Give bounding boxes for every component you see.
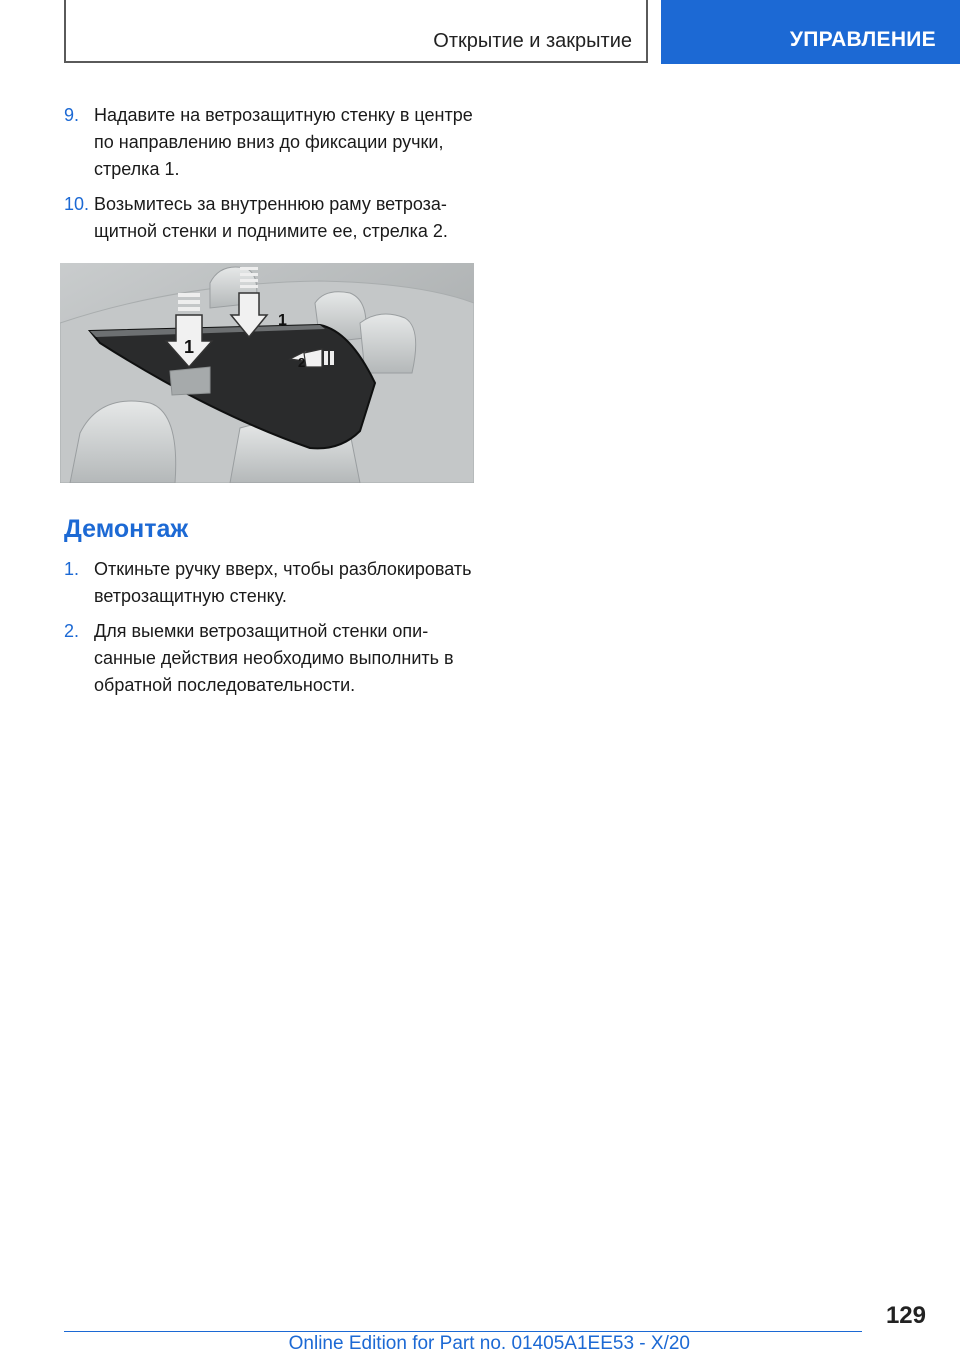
step-text: Надавите на ветрозащитную стенку в центре по направлению вниз до фиксации ручки, стрелка 1. — [94, 105, 473, 179]
step-number: 9. — [64, 105, 80, 125]
list-item — [64, 618, 476, 699]
list-item — [64, 102, 476, 183]
step-text: Откиньте ручку вверх, чтобы разблокировать ветрозащитную стенку. — [94, 559, 472, 606]
step-text: Возьмитесь за внутреннюю раму ветрозащитной стенки и поднимите ее, стрелка 2. — [94, 194, 448, 241]
page-content — [64, 102, 476, 707]
list-item — [64, 191, 476, 245]
wind-deflector-illustration — [60, 263, 474, 483]
arrow-label-1: 1 — [183, 337, 195, 357]
footer-divider — [64, 1331, 862, 1332]
arrow-label-2: 2 — [298, 355, 306, 370]
section-title: Демонтаж — [64, 515, 189, 543]
step-number: 10. — [64, 194, 90, 214]
step-text: Для выемки ветрозащитной стенки описанные действия необходимо выполнить в обратной последовательности. — [94, 621, 454, 695]
page-number: 129 — [885, 1302, 926, 1329]
wind-deflector-drawing — [60, 263, 474, 483]
step-number: 1. — [64, 559, 80, 579]
header-chapter-tab — [661, 0, 960, 64]
list-item — [64, 556, 476, 610]
header-section-title: Открытие и закрытие — [433, 30, 632, 52]
arrow-label-1-top: 1 — [278, 312, 287, 329]
header-section-box — [64, 0, 648, 63]
step-number: 2. — [64, 621, 80, 641]
header-chapter-title: УПРАВЛЕНИЕ — [789, 28, 936, 51]
footer-edition: Online Edition for Part no. 01405A1EE53 - X/20 — [288, 1333, 690, 1354]
